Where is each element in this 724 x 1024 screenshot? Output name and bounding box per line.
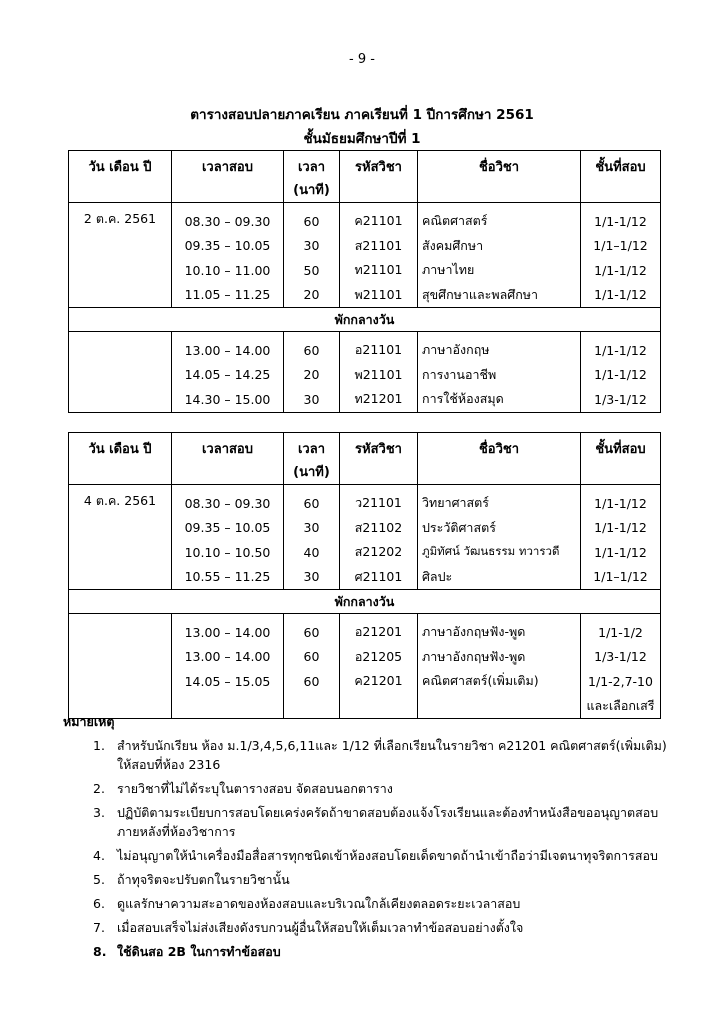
header-subject: ชื่อวิชา <box>418 151 581 203</box>
exam-subject: คณิตศาสตร์(เพิ่มเติม) <box>418 669 581 694</box>
exam-code: ส21101 <box>340 234 418 259</box>
exam-room: 1/1-1/12 <box>581 203 661 234</box>
header-date: วัน เดือน ปี <box>69 433 172 485</box>
exam-time: 14.05 – 15.05 <box>172 669 284 694</box>
exam-code: ท21101 <box>340 258 418 283</box>
header-room: ชั้นที่สอบ <box>581 433 661 485</box>
lunch-break-label: พักกลางวัน <box>69 308 661 332</box>
exam-time: 09.35 – 10.05 <box>172 234 284 259</box>
exam-code: พ21101 <box>340 363 418 388</box>
note-item: 5. ถ้าทุจริตจะปรับตกในรายวิชานั้น <box>93 872 290 887</box>
table-header-row <box>69 151 661 203</box>
exam-duration: 60 <box>284 645 340 670</box>
header-code: รหัสวิชา <box>340 151 418 203</box>
lunch-break-row <box>69 308 661 332</box>
exam-table-2 <box>68 432 661 719</box>
exam-time: 08.30 – 09.30 <box>172 203 284 234</box>
exam-duration: 60 <box>284 485 340 516</box>
exam-code: ค21101 <box>340 203 418 234</box>
exam-duration: 20 <box>284 363 340 388</box>
exam-table-1 <box>68 150 661 413</box>
notes-title: หมายเหตุ <box>63 714 115 729</box>
header-duration: เวลา (นาที) <box>284 151 340 203</box>
note-item: 4. ไม่อนุญาตให้นำเครื่องมือสื่อสารทุกชนิดเข้าห้องสอบโดยเด็ดขาดถ้านำเข้าถือว่ามีเจตนาทุจริตการสอบ <box>93 848 658 863</box>
exam-duration: 60 <box>284 332 340 363</box>
header-duration: เวลา (นาที) <box>284 433 340 485</box>
exam-room: 1/1-1/12 <box>581 283 661 308</box>
table-row <box>69 485 661 516</box>
exam-duration: 20 <box>284 283 340 308</box>
exam-subject: สังคมศึกษา <box>418 234 581 259</box>
exam-time: 10.55 – 11.25 <box>172 565 284 590</box>
exam-room: 1/1-1/12 <box>581 332 661 363</box>
exam-code: ส21102 <box>340 516 418 541</box>
note-item: 2. รายวิชาที่ไม่ได้ระบุในตารางสอบ จัดสอบนอกตาราง <box>93 781 393 796</box>
exam-code: ว21101 <box>340 485 418 516</box>
exam-time: 13.00 – 14.00 <box>172 614 284 645</box>
header-time: เวลาสอบ <box>172 433 284 485</box>
lunch-break-row <box>69 590 661 614</box>
exam-subject: ภาษาอังกฤษฟัง-พูด <box>418 614 581 645</box>
exam-time: 14.05 – 14.25 <box>172 363 284 388</box>
exam-room: 1/1-1/2 <box>581 614 661 645</box>
exam-duration: 60 <box>284 203 340 234</box>
exam-code: ท21201 <box>340 387 418 412</box>
exam-room: 1/3-1/12 <box>581 387 661 412</box>
header-room: ชั้นที่สอบ <box>581 151 661 203</box>
exam-duration: 50 <box>284 258 340 283</box>
header-date: วัน เดือน ปี <box>69 151 172 203</box>
exam-duration: 30 <box>284 234 340 259</box>
exam-time: 10.10 – 11.00 <box>172 258 284 283</box>
page-subtitle: ชั้นมัธยมศึกษาปีที่ 1 <box>303 131 421 147</box>
note-item: 1. สำหรับนักเรียน ห้อง ม.1/3,4,5,6,11และ 1/12 ที่เลือกเรียนในรายวิชา ค21201 คณิตศาสตร์(เพิ่มเติม) ให้สอบที่ห้อง 2316 <box>93 738 667 772</box>
lunch-break-label: พักกลางวัน <box>69 590 661 614</box>
exam-code: อ21201 <box>340 614 418 645</box>
exam-room: 1/1-1/12 <box>581 363 661 388</box>
exam-subject: ประวัติศาสตร์ <box>418 516 581 541</box>
exam-date: 4 ต.ค. 2561 <box>69 485 172 590</box>
table-row <box>69 332 661 363</box>
exam-time: 08.30 – 09.30 <box>172 485 284 516</box>
exam-room-extra: และเลือกเสรี <box>581 694 661 719</box>
exam-room: 1/1-2,7-10 <box>581 669 661 694</box>
exam-date-empty <box>69 614 172 719</box>
exam-code: ศ21101 <box>340 565 418 590</box>
exam-duration: 30 <box>284 565 340 590</box>
exam-room: 1/1-1/12 <box>581 485 661 516</box>
header-code: รหัสวิชา <box>340 433 418 485</box>
page-number: - 9 - <box>349 52 375 67</box>
exam-duration: 60 <box>284 669 340 694</box>
exam-time: 09.35 – 10.05 <box>172 516 284 541</box>
exam-time: 11.05 – 11.25 <box>172 283 284 308</box>
header-subject: ชื่อวิชา <box>418 433 581 485</box>
header-time: เวลาสอบ <box>172 151 284 203</box>
exam-duration: 60 <box>284 614 340 645</box>
table-row <box>69 614 661 645</box>
exam-date: 2 ต.ค. 2561 <box>69 203 172 308</box>
exam-duration: 30 <box>284 516 340 541</box>
exam-code: ค21201 <box>340 669 418 694</box>
exam-code: อ21101 <box>340 332 418 363</box>
exam-subject: การงานอาชีพ <box>418 363 581 388</box>
exam-subject: ภูมิทัศน์ วัฒนธรรม ทวารวดี <box>418 540 581 565</box>
exam-code: พ21101 <box>340 283 418 308</box>
note-item: 7. เมื่อสอบเสร็จไม่ส่งเสียงดังรบกวนผู้อื่นให้สอบให้เต็มเวลาทำข้อสอบอย่างตั้งใจ <box>93 920 524 935</box>
note-item: 8. ใช้ดินสอ 2B ในการทำข้อสอบ <box>93 944 281 959</box>
exam-code: อ21205 <box>340 645 418 670</box>
exam-subject: ภาษาอังกฤษ <box>418 332 581 363</box>
exam-time: 13.00 – 14.00 <box>172 645 284 670</box>
note-item: 6. ดูแลรักษาความสะอาดของห้องสอบและบริเวณใกล้เคียงตลอดระยะเวลาสอบ <box>93 896 521 911</box>
exam-duration: 40 <box>284 540 340 565</box>
exam-room: 1/1–1/12 <box>581 234 661 259</box>
exam-subject: คณิตศาสตร์ <box>418 203 581 234</box>
notes-section <box>63 712 683 966</box>
exam-subject: ภาษาอังกฤษฟัง-พูด <box>418 645 581 670</box>
exam-subject: ภาษาไทย <box>418 258 581 283</box>
exam-room: 1/1-1/12 <box>581 258 661 283</box>
table-row <box>69 203 661 234</box>
exam-room: 1/1-1/12 <box>581 516 661 541</box>
exam-subject: วิทยาศาสตร์ <box>418 485 581 516</box>
exam-time: 14.30 – 15.00 <box>172 387 284 412</box>
exam-time: 13.00 – 14.00 <box>172 332 284 363</box>
exam-code: ส21202 <box>340 540 418 565</box>
exam-time: 10.10 – 10.50 <box>172 540 284 565</box>
exam-subject: ศิลปะ <box>418 565 581 590</box>
exam-subject: สุขศึกษาและพลศึกษา <box>418 283 581 308</box>
exam-duration: 30 <box>284 387 340 412</box>
note-item: 3. ปฏิบัติตามระเบียบการสอบโดยเคร่งครัดถ้าขาดสอบต้องแจ้งโรงเรียนและต้องทำหนังสือขออนุญาตสอบ ภายหลังที่ห้องวิชาการ <box>93 805 659 839</box>
exam-date-empty <box>69 332 172 413</box>
page-title: ตารางสอบปลายภาคเรียน ภาคเรียนที่ 1 ปีการศึกษา 2561 <box>190 107 534 123</box>
exam-subject: การใช้ห้องสมุด <box>418 387 581 412</box>
table-header-row <box>69 433 661 485</box>
exam-room: 1/1-1/12 <box>581 540 661 565</box>
exam-room: 1/1–1/12 <box>581 565 661 590</box>
exam-room: 1/3-1/12 <box>581 645 661 670</box>
